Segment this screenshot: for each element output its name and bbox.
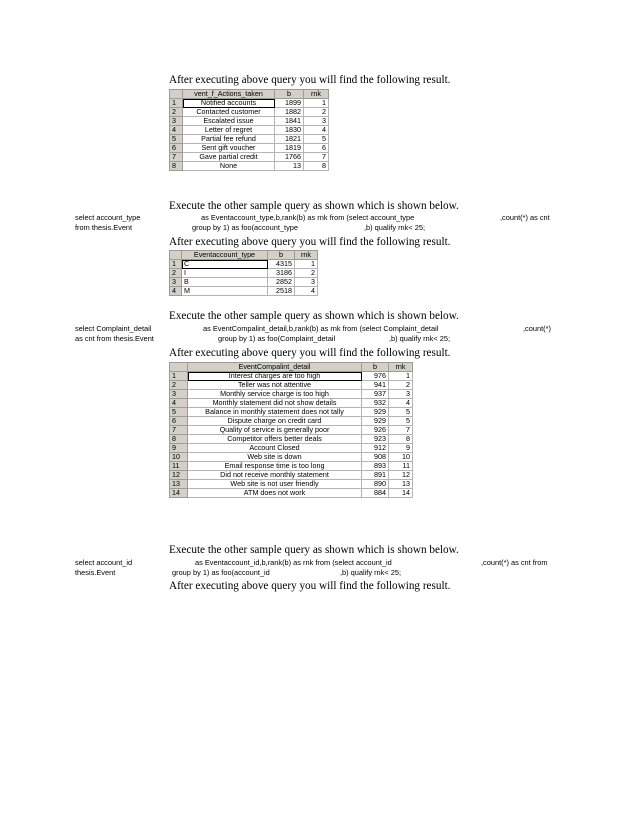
cell-rnk[interactable]: 5 xyxy=(389,408,413,417)
cell-rnk[interactable]: 5 xyxy=(304,135,329,144)
row-number: 8 xyxy=(170,435,188,444)
sql-fragment: ,count(*) as cnt xyxy=(500,213,550,222)
cell-b[interactable]: 890 xyxy=(362,480,389,489)
cell-rnk[interactable]: 7 xyxy=(304,153,329,162)
grid-corner xyxy=(170,90,183,99)
row-number: 10 xyxy=(170,453,188,462)
table-row[interactable] xyxy=(170,372,413,381)
table-row[interactable] xyxy=(170,278,318,287)
cell-complaint[interactable]: Did not receive monthly statement xyxy=(188,471,362,480)
cell-complaint[interactable]: Quality of service is generally poor xyxy=(188,426,362,435)
cell-account-type[interactable]: I xyxy=(182,269,268,278)
row-number: 4 xyxy=(170,287,182,296)
cell-rnk[interactable]: 3 xyxy=(389,390,413,399)
table-row[interactable] xyxy=(170,381,413,390)
grid-corner xyxy=(170,251,182,260)
cell-action[interactable]: Contacted customer xyxy=(183,108,275,117)
table-row[interactable] xyxy=(170,489,413,498)
cell-b[interactable]: 929 xyxy=(362,417,389,426)
cell-b[interactable]: 4315 xyxy=(268,260,295,269)
cell-complaint[interactable]: Monthly statement did not show details xyxy=(188,399,362,408)
table-row[interactable] xyxy=(170,99,329,108)
cell-b[interactable]: 912 xyxy=(362,444,389,453)
cell-complaint[interactable]: Email response time is too long xyxy=(188,462,362,471)
section-caption: Execute the other sample query as shown which is shown below. xyxy=(169,200,459,212)
table-row[interactable] xyxy=(170,117,329,126)
row-number: 7 xyxy=(170,153,183,162)
cell-action[interactable]: None xyxy=(183,162,275,171)
row-number: 6 xyxy=(170,144,183,153)
row-number: 3 xyxy=(170,278,182,287)
cell-complaint[interactable]: Interest charges are too high xyxy=(188,372,362,381)
grid-corner xyxy=(170,363,188,372)
sql-fragment: select Complaint_detail xyxy=(75,324,152,333)
cell-rnk[interactable]: 3 xyxy=(304,117,329,126)
intro-text: After executing above query you will find the following result. xyxy=(169,74,451,86)
result-grid-complaint-detail xyxy=(169,362,413,498)
column-header[interactable]: vent_f_Actions_taken xyxy=(183,90,275,99)
row-number: 13 xyxy=(170,480,188,489)
cell-b[interactable]: 1819 xyxy=(275,144,304,153)
table-row[interactable] xyxy=(170,153,329,162)
cell-b[interactable]: 926 xyxy=(362,426,389,435)
table-row[interactable] xyxy=(170,471,413,480)
column-header[interactable]: Eventaccount_type xyxy=(182,251,268,260)
row-number: 1 xyxy=(170,260,182,269)
sql-query xyxy=(75,213,575,235)
row-number: 3 xyxy=(170,117,183,126)
sql-fragment: as cnt from thesis.Event xyxy=(75,334,154,343)
table-row[interactable] xyxy=(170,162,329,171)
section-caption: Execute the other sample query as shown which is shown below. xyxy=(169,310,459,322)
sql-fragment: select account_id xyxy=(75,558,133,567)
cell-rnk[interactable]: 8 xyxy=(389,435,413,444)
result-caption: After executing above query you will find the following result. xyxy=(169,347,451,359)
cell-account-type[interactable]: B xyxy=(182,278,268,287)
sql-fragment: from thesis.Event xyxy=(75,223,133,232)
cell-complaint[interactable]: Web site is not user friendly xyxy=(188,480,362,489)
cell-rnk[interactable]: 13 xyxy=(389,480,413,489)
cell-rnk[interactable]: 11 xyxy=(389,462,413,471)
cell-rnk[interactable]: 4 xyxy=(389,399,413,408)
table-row[interactable] xyxy=(170,260,318,269)
cell-rnk[interactable]: 3 xyxy=(295,278,318,287)
cell-complaint[interactable]: Account Closed xyxy=(188,444,362,453)
sql-fragment: select account_type xyxy=(75,213,141,222)
cell-b[interactable]: 3186 xyxy=(268,269,295,278)
result-grid-actions-taken xyxy=(169,89,329,171)
column-header[interactable]: b xyxy=(362,363,389,372)
cell-b[interactable]: 976 xyxy=(362,372,389,381)
table-row[interactable] xyxy=(170,480,413,489)
sql-fragment: thesis.Event xyxy=(75,568,116,577)
cell-b[interactable]: 891 xyxy=(362,471,389,480)
sql-fragment: ,count(*) xyxy=(523,324,551,333)
row-number: 11 xyxy=(170,462,188,471)
row-number: 12 xyxy=(170,471,188,480)
row-number: 2 xyxy=(170,381,188,390)
cell-rnk[interactable]: 10 xyxy=(389,453,413,462)
table-row[interactable] xyxy=(170,144,329,153)
cell-b[interactable]: 929 xyxy=(362,408,389,417)
column-header[interactable]: b xyxy=(268,251,295,260)
cell-rnk[interactable]: 12 xyxy=(389,471,413,480)
cell-account-type[interactable]: M xyxy=(182,287,268,296)
cell-b[interactable]: 893 xyxy=(362,462,389,471)
cell-rnk[interactable]: 2 xyxy=(389,381,413,390)
sql-query xyxy=(75,324,575,346)
row-number: 1 xyxy=(170,372,188,381)
cell-complaint[interactable]: Monthly service charge is too high xyxy=(188,390,362,399)
cell-rnk[interactable]: 2 xyxy=(304,108,329,117)
cell-action[interactable]: Notified accounts xyxy=(183,99,275,108)
cell-complaint[interactable]: Balance in monthly statement does not tally xyxy=(188,408,362,417)
table-row[interactable] xyxy=(170,390,413,399)
row-number: 6 xyxy=(170,417,188,426)
table-row[interactable] xyxy=(170,126,329,135)
cell-b[interactable]: 932 xyxy=(362,399,389,408)
cell-b[interactable]: 1899 xyxy=(275,99,304,108)
cell-action[interactable]: Partial fee refund xyxy=(183,135,275,144)
row-number: 2 xyxy=(170,108,183,117)
cell-rnk[interactable]: 1 xyxy=(389,372,413,381)
sql-fragment: group by 1) as foo(account_type xyxy=(192,223,298,232)
row-number: 14 xyxy=(170,489,188,498)
sql-fragment: ,b) qualify rnk< 25; xyxy=(340,568,402,577)
cell-rnk[interactable]: 4 xyxy=(304,126,329,135)
table-row[interactable] xyxy=(170,135,329,144)
sql-fragment: as Eventaccount_type,b,rank(b) as rnk from (select account_type xyxy=(201,213,415,222)
grid-header-row xyxy=(170,251,318,260)
cell-rnk[interactable]: 9 xyxy=(389,444,413,453)
table-row[interactable] xyxy=(170,435,413,444)
cell-rnk[interactable]: 7 xyxy=(389,426,413,435)
section-caption: Execute the other sample query as shown which is shown below. xyxy=(169,544,459,556)
cell-action[interactable]: Gave partial credit xyxy=(183,153,275,162)
cell-b[interactable]: 1821 xyxy=(275,135,304,144)
result-caption: After executing above query you will find the following result. xyxy=(169,580,451,592)
table-row[interactable] xyxy=(170,426,413,435)
cell-complaint[interactable]: Teller was not attentive xyxy=(188,381,362,390)
table-row[interactable] xyxy=(170,287,318,296)
row-number: 7 xyxy=(170,426,188,435)
cell-account-type[interactable]: C xyxy=(182,260,268,269)
sql-fragment: ,count(*) as cnt from xyxy=(481,558,548,567)
grid-header-row xyxy=(170,90,329,99)
cell-action[interactable]: Letter of regret xyxy=(183,126,275,135)
column-header[interactable]: b xyxy=(275,90,304,99)
cell-rnk[interactable]: 4 xyxy=(295,287,318,296)
cell-complaint[interactable]: Web site is down xyxy=(188,453,362,462)
table-row[interactable] xyxy=(170,462,413,471)
table-row[interactable] xyxy=(170,453,413,462)
cell-b[interactable]: 1882 xyxy=(275,108,304,117)
cell-rnk[interactable]: 1 xyxy=(304,99,329,108)
result-caption: After executing above query you will find the following result. xyxy=(169,236,451,248)
row-number: 4 xyxy=(170,399,188,408)
table-row[interactable] xyxy=(170,417,413,426)
cell-b[interactable]: 937 xyxy=(362,390,389,399)
cell-complaint[interactable]: Competitor offers better deals xyxy=(188,435,362,444)
column-header[interactable]: EventCompalint_detail xyxy=(188,363,362,372)
sql-query xyxy=(75,558,575,580)
cell-b[interactable]: 923 xyxy=(362,435,389,444)
cell-b[interactable]: 1830 xyxy=(275,126,304,135)
sql-fragment: ,b) qualify rnk< 25; xyxy=(389,334,451,343)
cell-b[interactable]: 2518 xyxy=(268,287,295,296)
row-number: 4 xyxy=(170,126,183,135)
cell-b[interactable]: 908 xyxy=(362,453,389,462)
table-row[interactable] xyxy=(170,408,413,417)
cell-rnk[interactable]: 1 xyxy=(295,260,318,269)
row-number: 5 xyxy=(170,135,183,144)
cell-b[interactable]: 13 xyxy=(275,162,304,171)
result-grid-account-type xyxy=(169,250,318,296)
table-row[interactable] xyxy=(170,269,318,278)
grid-header-row xyxy=(170,363,413,372)
cell-complaint[interactable]: Dispute charge on credit card xyxy=(188,417,362,426)
cell-action[interactable]: Escalated issue xyxy=(183,117,275,126)
sql-fragment: group by 1) as foo(Complaint_detail xyxy=(218,334,336,343)
cell-b[interactable]: 941 xyxy=(362,381,389,390)
table-row[interactable] xyxy=(170,108,329,117)
cell-rnk[interactable]: 14 xyxy=(389,489,413,498)
cell-complaint[interactable]: ATM does not work xyxy=(188,489,362,498)
sql-fragment: ,b) qualify rnk< 25; xyxy=(364,223,426,232)
cell-rnk[interactable]: 8 xyxy=(304,162,329,171)
row-number: 5 xyxy=(170,408,188,417)
sql-fragment: as Eventaccount_id,b,rank(b) as rnk from (select account_id xyxy=(195,558,392,567)
column-header[interactable]: rnk xyxy=(304,90,329,99)
row-number: 8 xyxy=(170,162,183,171)
table-row[interactable] xyxy=(170,444,413,453)
cell-b[interactable]: 884 xyxy=(362,489,389,498)
sql-fragment: as EventCompalint_detail,b,rank(b) as rnk from (select Complaint_detail xyxy=(203,324,439,333)
column-header[interactable]: rnk xyxy=(295,251,318,260)
cell-b[interactable]: 1766 xyxy=(275,153,304,162)
cell-action[interactable]: Sent gift voucher xyxy=(183,144,275,153)
row-number: 1 xyxy=(170,99,183,108)
cell-b[interactable]: 2852 xyxy=(268,278,295,287)
cell-rnk[interactable]: 6 xyxy=(304,144,329,153)
table-row[interactable] xyxy=(170,399,413,408)
column-header[interactable]: rnk xyxy=(389,363,413,372)
cell-b[interactable]: 1841 xyxy=(275,117,304,126)
cell-rnk[interactable]: 5 xyxy=(389,417,413,426)
row-number: 9 xyxy=(170,444,188,453)
sql-fragment: group by 1) as foo(account_id xyxy=(172,568,270,577)
row-number: 2 xyxy=(170,269,182,278)
cell-rnk[interactable]: 2 xyxy=(295,269,318,278)
row-number: 3 xyxy=(170,390,188,399)
